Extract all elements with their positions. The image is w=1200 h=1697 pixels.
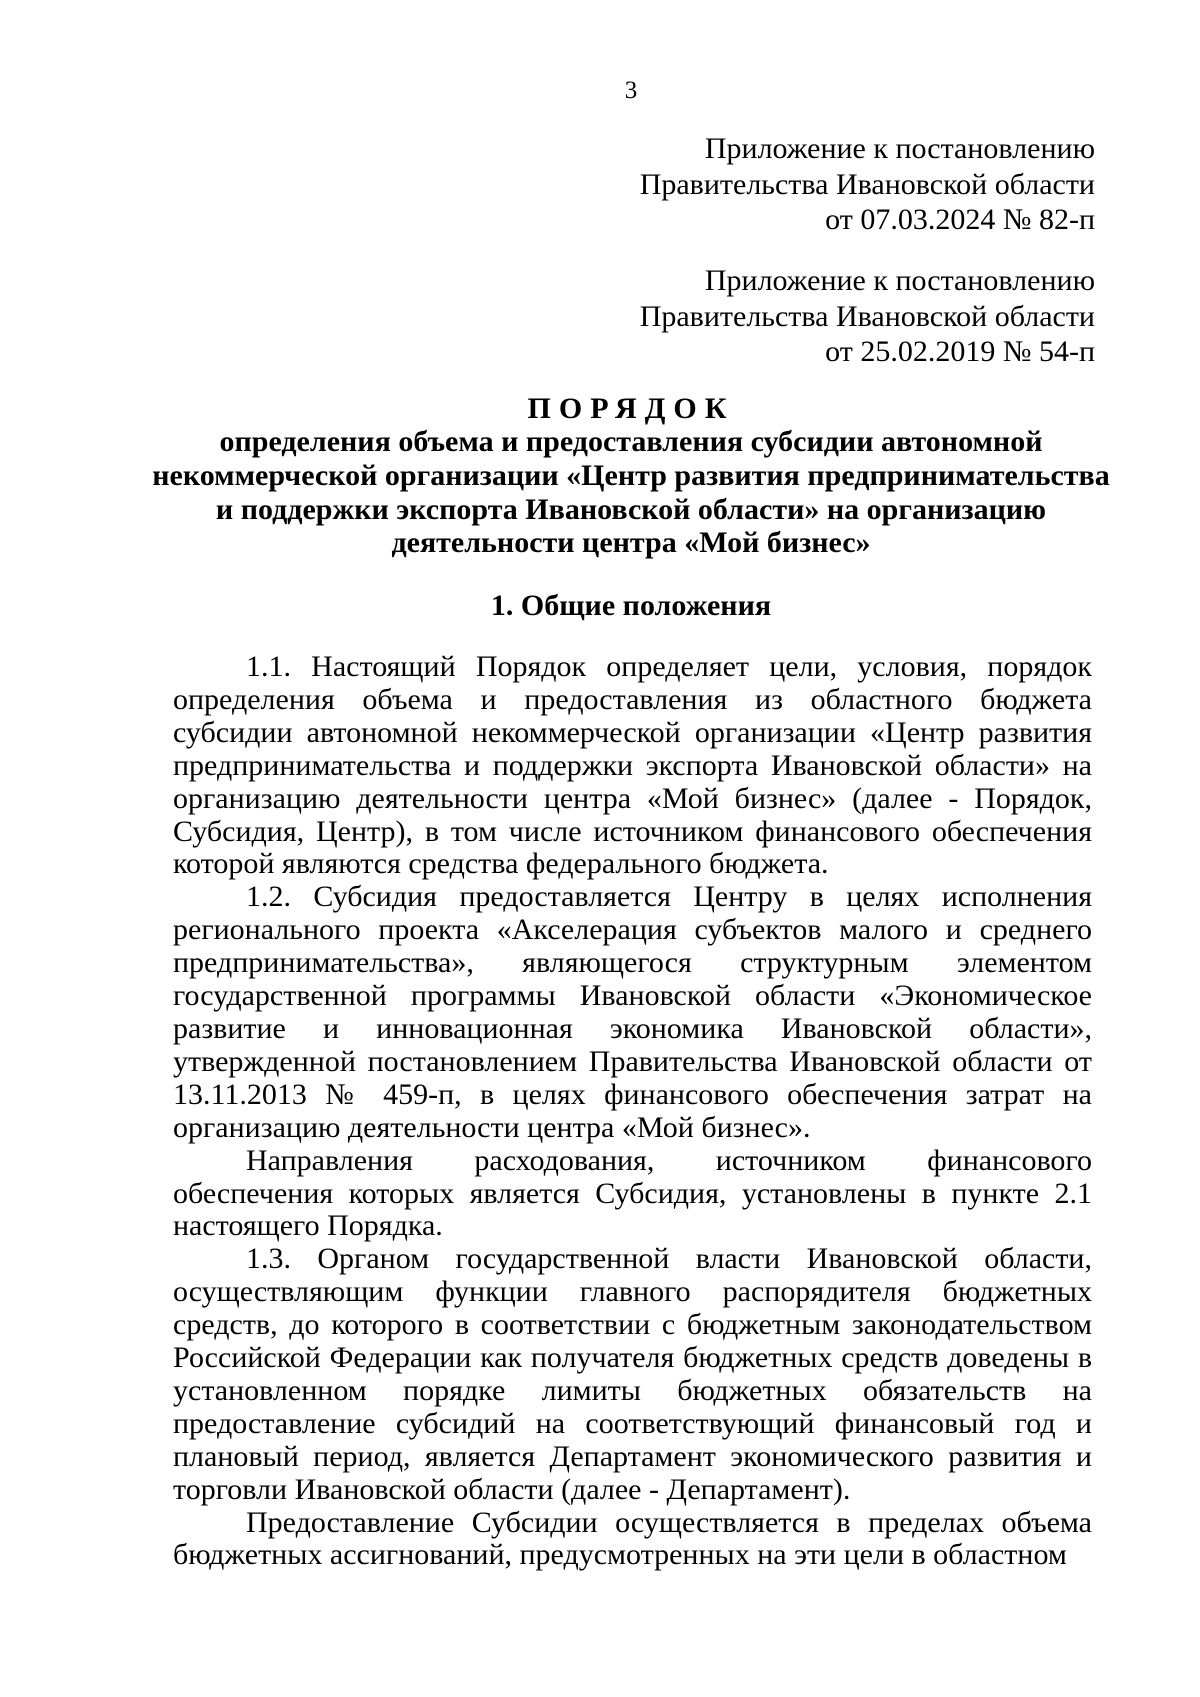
paragraph-spending-directions: Направления расходования, источником финансового обеспечения которых является Субсидия, установлены в пункте 2.1 настоящего Порядка. — [173, 1143, 1092, 1243]
appendix-reference-current — [640, 131, 1095, 238]
appendix-line: Приложение к постановлению — [704, 132, 1095, 165]
subtitle-line: и поддержки экспорта Ивановской области» на организацию — [215, 492, 1047, 526]
paragraph-subsidy-limits: Предоставление Субсидии осуществляется в пределах объема бюджетных ассигнований, предусмотренных на эти цели в областном — [173, 1505, 1092, 1572]
appendix-line: от 07.03.2024 № 82-п — [825, 203, 1095, 237]
appendix-line: Приложение к постановлению — [704, 264, 1095, 297]
paragraph-1-3: 1.3. Органом государственной власти Ивановской области, осуществляющим функции главного распорядителя бюджетных средств, до которого в соответствии с бюджетным законодательством Российской Федерации как получателя бюджетных средств доведены в установленном порядке лимиты бюджетных обязательств на предоставление субсидий на соответствующий финансовый год и плановый период, является Департамент экономического развития и торговли Ивановской области (далее - Департамент). — [173, 1242, 1092, 1506]
document-subtitle — [0, 425, 1200, 560]
subtitle-line: определения объема и предоставления субсидии автономной — [219, 425, 1043, 458]
subtitle-line: деятельности центра «Мой бизнес» — [391, 526, 871, 560]
appendix-reference-original — [640, 263, 1095, 370]
subtitle-line: некоммерческой организации «Центр развития предпринимательства — [152, 458, 1110, 492]
appendix-line: от 25.02.2019 № 54-п — [825, 335, 1095, 369]
appendix-line: Правительства Ивановской области — [639, 167, 1095, 201]
document-title: ПОРЯДОК — [527, 392, 735, 425]
appendix-line: Правительства Ивановской области — [639, 299, 1095, 333]
section-heading: 1. Общие положения — [490, 589, 772, 622]
page-number: 3 — [624, 77, 638, 104]
body-text — [173, 651, 1092, 1572]
paragraph-1-1: 1.1. Настоящий Порядок определяет цели, условия, порядок определения объема и предоставления из областного бюджета субсидии автономной некоммерческой организации «Центр развития предпринимательства и поддержки экспорта Ивановской области» на организацию деятельности центра «Мой бизнес» (далее - Порядок, Субсидия, Центр), в том числе источником финансового обеспечения которой являются средства федерального бюджета. — [173, 650, 1092, 881]
paragraph-1-2: 1.2. Субсидия предоставляется Центру в целях исполнения регионального проекта «Акселерация субъектов малого и среднего предпринимательства», являющегося структурным элементом государственной программы Ивановской области «Экономическое развитие и инновационная экономика Ивановской области», утвержденной постановлением Правительства Ивановской области от 13.11.2013 № 459-п, в целях финансового обеспечения затрат на организацию деятельности центра «Мой бизнес». — [173, 880, 1092, 1144]
